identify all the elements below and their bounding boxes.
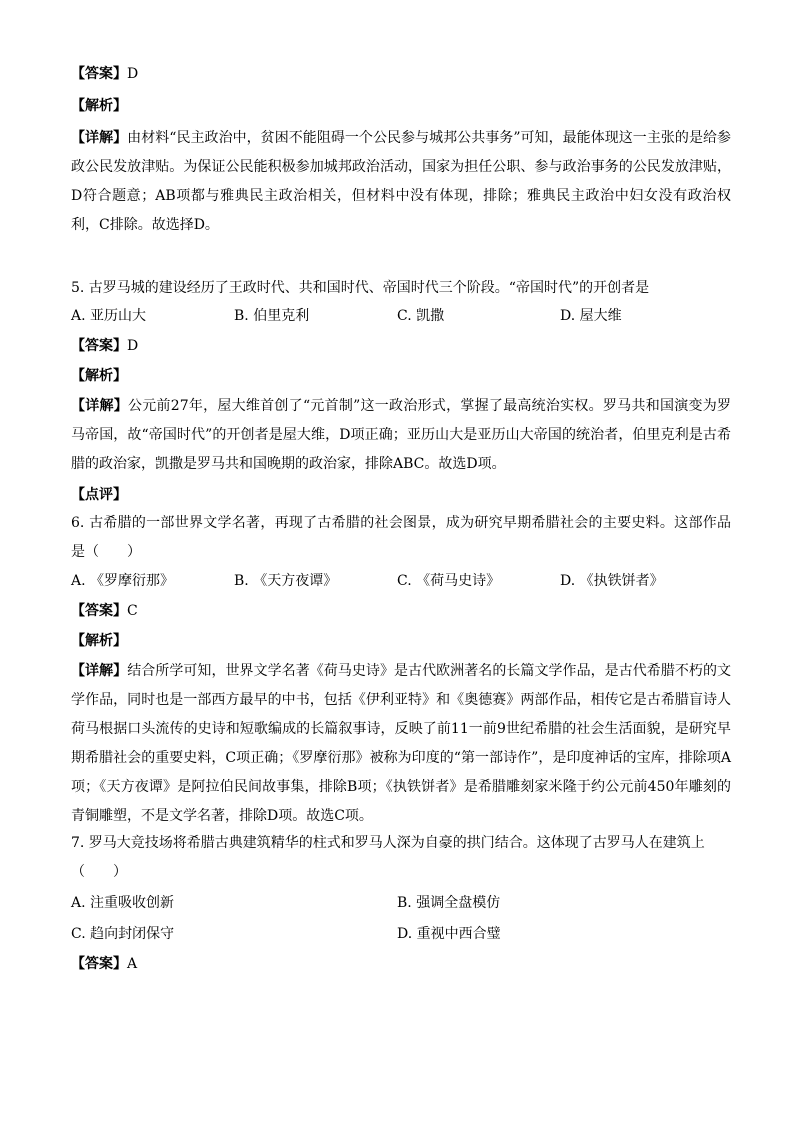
explanation-text: 结合所学可知，世界文学名著《荷马史诗》是古代欧洲著名的长篇文学作品，是古代希腊不朽的文学作品，同时也是一部西方最早的中书，包括《伊利亚特》和《奥德赛》两部作品，相传它是古希腊盲诗人荷马根据口头流传的史诗和短歌编成的长篇叙事诗，反映了前11一前9世纪希腊的社会生活面貌，是研究早期希腊社会的重要史料，C项正确；《罗摩衍那》被称为印度的“第一部诗作”，是印度神话的宝库，排除项A项；《天方夜谭》是阿拉伯民间故事集，排除B项；《执铁饼者》是希腊雕刻家米隆于约公元前450年雕刻的青铜雕塑，不是文学名著，排除D项。故选C项。 <box>71 663 732 824</box>
option-b: B. 《天方夜谭》 <box>234 573 338 589</box>
explanation-text: 公元前27年，屋大维首创了“元首制”这一政治形式，掌握了最高统治实权。罗马共和国演变为罗马帝国，故“帝国时代”的开创者是屋大维，D项正确；亚历山大是亚历山大帝国的统治者，伯里克利是古希腊的政治家，凯撒是罗马共和国晚期的政治家，排除ABC。故选D项。 <box>71 398 731 472</box>
answer-5 <box>71 336 731 356</box>
answer-value: C <box>127 603 138 619</box>
explanation-tag: 【详解】 <box>71 130 128 146</box>
analysis-tag: 【解析】 <box>71 368 127 384</box>
analysis-tag: 【解析】 <box>71 98 127 114</box>
answer-4 <box>71 64 731 84</box>
option-b: B. 伯里克利 <box>234 308 310 324</box>
answer-tag: 【答案】 <box>71 603 127 619</box>
analysis-tag: 【解析】 <box>71 633 127 649</box>
question-6-stem: 6. 古希腊的一部世界文学名著，再现了古希腊的社会图景，成为研究早期希腊社会的主要史料。这部作品是（ ） <box>71 515 731 560</box>
option-a: A. 亚历山大 <box>71 308 147 324</box>
option-d: D. 重视中西合璧 <box>397 926 501 942</box>
option-c: C. 《荷马史诗》 <box>397 573 501 589</box>
question-7-stem: 7. 罗马大竞技场将希腊古典建筑精华的柱式和罗马人深为自豪的拱门结合。这体现了古罗马人在建筑上 <box>71 835 705 851</box>
answer-tag: 【答案】 <box>71 66 127 82</box>
question-5-stem: 5. 古罗马城的建设经历了王政时代、共和国时代、帝国时代三个阶段。“帝国时代”的开创者是 <box>71 280 650 296</box>
option-c: C. 凯撒 <box>397 308 445 324</box>
analysis-heading-4 <box>71 96 731 116</box>
question-6-options <box>71 571 731 591</box>
answer-6 <box>71 601 731 621</box>
explanation-text: 由材料“民主政治中，贫困不能阻碍一个公民参与城邦公共事务”可知，最能体现这一主张的是给参政公民发放津贴。为保证公民能积极参加城邦政治活动，国家为担任公职、参与政治事务的公民发放津贴，D符合题意；AB项都与雅典民主政治相关，但材料中没有体现，排除；雅典民主政治中妇女没有政治权利，C排除。故选择D。 <box>71 130 732 233</box>
explanation-4 <box>71 124 731 240</box>
document-page <box>71 64 731 974</box>
option-d: D. 《执铁饼者》 <box>560 573 664 589</box>
option-d: D. 屋大维 <box>560 308 622 324</box>
answer-7 <box>71 954 731 974</box>
answer-value: D <box>127 66 139 82</box>
answer-value: D <box>127 338 139 354</box>
question-5-options <box>71 306 731 326</box>
answer-value: A <box>127 956 138 972</box>
question-7-blank: （ ） <box>71 864 127 880</box>
explanation-tag: 【详解】 <box>71 663 128 679</box>
explanation-tag: 【详解】 <box>71 398 129 414</box>
option-c: C. 趋向封闭保守 <box>71 926 175 942</box>
option-a: A. 注重吸收创新 <box>71 895 175 911</box>
question-7-options-row2 <box>71 924 731 944</box>
question-7-options-row1 <box>71 893 731 913</box>
analysis-heading-6 <box>71 631 731 651</box>
option-a: A. 《罗摩衍那》 <box>71 573 175 589</box>
analysis-heading-5 <box>71 366 731 386</box>
answer-tag: 【答案】 <box>71 338 127 354</box>
answer-tag: 【答案】 <box>71 956 127 972</box>
option-b: B. 强调全盘模仿 <box>397 895 501 911</box>
explanation-5 <box>71 392 731 479</box>
comment-tag: 【点评】 <box>71 487 127 503</box>
explanation-6 <box>71 657 731 831</box>
comment-heading-5 <box>71 485 731 505</box>
